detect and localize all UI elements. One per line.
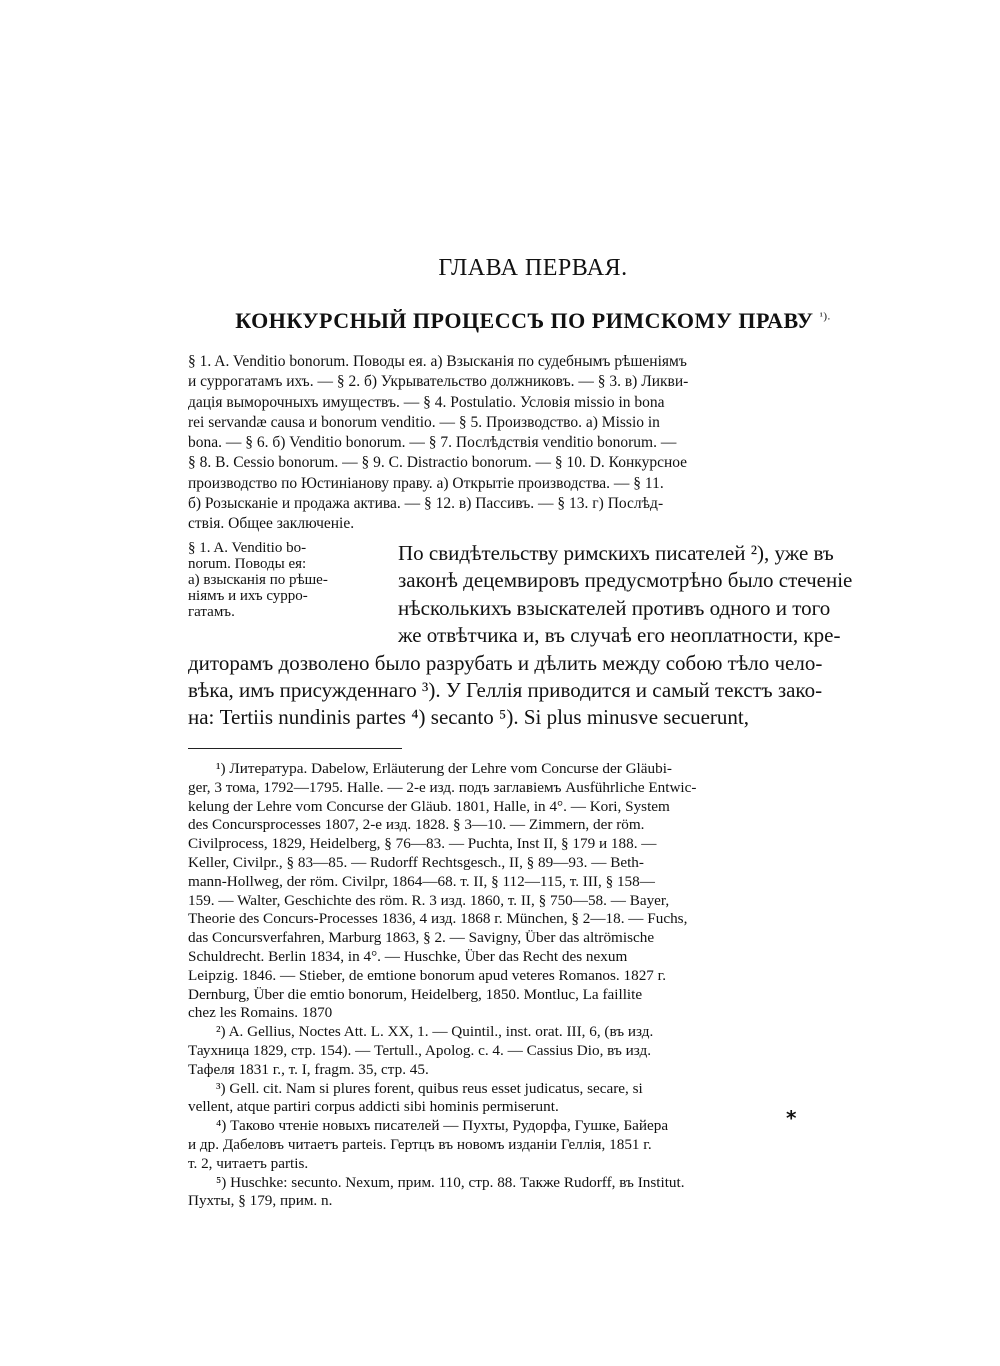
footnote-line: ⁵) Huschke: secunto. Nexum, прим. 110, стр. 88. Также Rudorff, въ Institut. [216,1173,685,1191]
footnote-line: ger, 3 тома, 1792—1795. Halle. — 2-е изд. подъ заглавіемъ Ausführliche Entwic- [188,778,697,796]
footnote-line: Schuldrecht. Berlin 1834, in 4°. — Huschke, Über das Recht des nexum [188,947,628,965]
margin-note-line: а) взысканія по рѣше- [188,572,328,588]
summary-line: § 1. A. Venditio bonorum. Поводы ея. а) Взысканія по судебнымъ рѣшеніямъ [188,353,687,370]
body-line: законѣ децемвировъ предусмотрѣно было стеченіе [398,568,853,593]
summary-line: производство по Юстиніанову праву. а) Открытіе производства. — § 11. [188,474,664,492]
margin-note-line: norum. Поводы ея: [188,556,307,572]
footnote-line: т. 2, читаетъ partis. [188,1154,309,1172]
chapter-title-footnote-ref: ¹). [819,310,831,323]
footnote-separator [188,748,402,749]
signature-mark: * [786,1106,797,1130]
footnote-line: 159. — Walter, Geschichte des röm. R. 3 изд. 1860, т. II, § 750—58. — Bayer, [188,891,670,909]
footnote-line: Таухница 1829, стр. 154). — Tertull., Apolog. c. 4. — Cassius Dio, въ изд. [188,1041,652,1059]
margin-note-line: § 1. A. Venditio bo- [188,540,307,556]
body-line: же отвѣтчика и, въ случаѣ его неоплатности, кре- [398,623,841,648]
chapter-title-text: КОНКУРСНЫЙ ПРОЦЕССЪ ПО РИМСКОМУ ПРАВУ [235,308,814,333]
footnote-line: vellent, atque partiri corpus addicti sibi hominis permiserunt. [188,1098,559,1116]
body-line: на: Tertiis nundinis partes ⁴) secanto ⁵). Si plus minusve secuerunt, [188,705,749,730]
chapter-title [188,308,878,334]
footnote-line: mann-Hollweg, der röm. Civilpr, 1864—68. т. II, § 112—115, т. III, § 158— [188,872,655,890]
footnote-line: chez les Romains. 1870 [188,1004,333,1022]
footnote-line: Theorie des Concurs-Processes 1836, 4 изд. 1868 г. München, § 2—18. — Fuchs, [188,910,688,928]
footnote-line: Civilprocess, 1829, Heidelberg, § 76—83. — Puchta, Inst II, § 179 и 188. — [188,835,657,853]
footnote-line: ²) A. Gellius, Noctes Att. L. XX, 1. — Quintil., inst. orat. III, 6, (въ изд. [216,1023,654,1041]
summary-line: bona. — § 6. б) Venditio bonorum. — § 7. Послѣдствія venditio bonorum. — [188,434,677,452]
footnote-line: Keller, Civilpr., § 83—85. — Rudorff Rechtsgesch., II, § 89—93. — Beth- [188,853,644,871]
margin-note-line: гатамъ. [188,604,235,620]
footnote-line: Пухты, § 179, прим. n. [188,1192,333,1210]
footnote-line: des Concursprocesses 1807, 2-е изд. 1828. § 3—10. — Zimmern, der röm. [188,816,645,834]
body-paragraph [188,540,878,732]
body-line: По свидѣтельству римскихъ писателей ²), уже въ [398,541,834,565]
footnote-line: Leipzig. 1846. — Stieber, de emtione bonorum apud veteres Romanos. 1827 г. [188,966,666,984]
footnote-line: Dernburg, Über die emtio bonorum, Heidelberg, 1850. Montluc, La faillite [188,985,643,1003]
footnote-line: ³) Gell. cit. Nam si plures forent, quibus reus esset judicatus, secare, si [216,1079,643,1097]
summary-line: rei servandæ causa и bonorum venditio. — § 5. Производство. а) Missio in [188,413,660,431]
chapter-heading: ГЛАВА ПЕРВАЯ. [438,255,628,281]
summary-line: дація выморочныхъ имуществъ. — § 4. Postulatio. Условія missio in bona [188,393,665,411]
summary-line: б) Розысканіе и продажа актива. — § 12. в) Пассивъ. — § 13. г) Послѣд- [188,495,664,513]
summary-line: ствія. Общее заключеніе. [188,515,355,533]
footnote-line: kelung der Lehre vom Concurse der Gläub. 1801, Halle, in 4°. — Kori, System [188,797,670,815]
margin-note-line: ніямъ и ихъ сурро- [188,588,308,604]
body-line: вѣка, имъ присужденнаго ³). У Геллія приводится и самый текстъ зако- [188,678,823,703]
footnote-line: ⁴) Таково чтеніе новыхъ писателей — Пухты, Рудорфа, Гушке, Байера [216,1117,669,1135]
summary-line: § 8. B. Cessio bonorum. — § 9. C. Distractio bonorum. — § 10. D. Конкурсное [188,454,688,472]
footnote-line: das Concursverfahren, Marburg 1863, § 2. — Savigny, Über das altrömische [188,929,655,947]
footnote-line: Тафеля 1831 г., т. I, fragm. 35, стр. 45. [188,1060,429,1078]
summary-line: и суррогатамъ ихъ. — § 2. б) Укрывательство должниковъ. — § 3. в) Ликви- [188,373,689,391]
footnotes [188,760,868,1211]
body-line: диторамъ дозволено было разрубать и дѣлить между собою тѣло чело- [188,650,823,675]
footnote-line: и др. Дабеловъ читаетъ parteis. Гертцъ въ новомъ изданіи Геллія, 1851 г. [188,1135,652,1153]
footnote-line: ¹) Литература. Dabelow, Erläuterung der Lehre vom Concurse der Gläubi- [216,760,672,777]
body-line: нѣсколькихъ взыскателей противъ одного и того [398,595,831,620]
chapter-summary [188,352,870,535]
